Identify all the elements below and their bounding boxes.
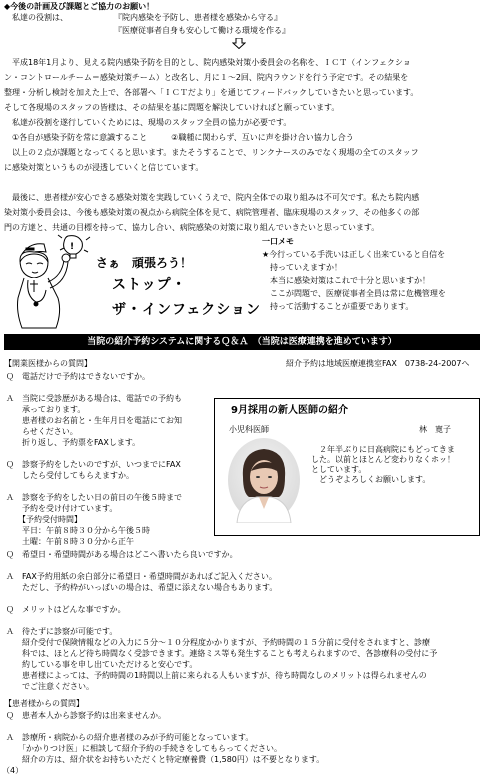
body-line: 門の方達と、共通の目標を持って、協力し合い、病院感染の対策に取り組んでいきたいと思っています。	[4, 223, 380, 232]
memo-block	[262, 235, 482, 313]
qa-line	[6, 593, 482, 604]
qa-line: Ｑ メリットはどんな事ですか。	[6, 605, 126, 614]
body-line: 以上の２点が課題となってくると思います。またそうすることで、リンクナースのみでなく現場の全てのスタッフ	[4, 148, 419, 157]
qa-line: 患者様によっては、予約時間の1時間以上前に来られる人もいますが、待ち時間なしのメリットは得られませんの	[6, 671, 427, 680]
qa-line	[6, 382, 212, 393]
qa-line	[6, 560, 482, 571]
doctor-message-line: ２年半ぶりに日高病院にもどってきま	[311, 445, 455, 454]
qa-line: Ａ 診療所・病院からの紹介患者様のみが予約可能となっています。	[6, 733, 254, 742]
memo-line: 本当に感染対策はこれで十分と思いますか！	[262, 276, 430, 285]
qa-line	[6, 615, 482, 626]
doctor-message-line: した。以前とほとんど変わりなくホッ！	[311, 455, 455, 464]
body-line	[4, 175, 480, 190]
qa-line: Ａ 当院に受診歴がある場合は、電話での予約も	[6, 394, 182, 403]
policy-statement-1: 『院内感染を予防し、患者様を感染から守る』	[114, 13, 282, 22]
slogan-line-3: ザ・インフェクション	[112, 302, 262, 318]
down-arrow-icon	[232, 38, 246, 49]
qa-line: Ｑ 希望日・希望時間がある場合はどこへ書いたら良いですか。	[6, 550, 238, 559]
body-line: ン・コントロールチーム＝感染対策チーム）と改名し、月に１～2回、院内ラウンドを行う予定です。その結果を	[4, 73, 409, 82]
qa-line: Ｑ 患者本人から診察予約は出来ませんか。	[6, 711, 166, 720]
doctor-box-title: 9月採用の新人医師の紹介	[231, 405, 348, 416]
qa-line: でご注意ください。	[6, 682, 94, 691]
svg-text:!: !	[70, 242, 75, 252]
body-paragraphs	[4, 55, 480, 235]
policy-statement-2: 『医療従事者自身も安心して働ける環境を作る』	[114, 26, 290, 35]
qa-line: らせください。	[6, 427, 78, 436]
doctor-message-line: どうぞよろしくお願いします。	[311, 475, 431, 484]
qa-line: Ａ 待たずに診察が可能です。	[6, 627, 118, 636]
body-line: 平成18年1月より、見える院内感染予防を目的とし、院内感染対策小委員会の名称を、ＩＣＴ（インフェクショ	[4, 58, 411, 67]
qa-line: 折り返し、予約票をFAXします。	[6, 438, 141, 447]
qa-left-column	[6, 371, 212, 547]
qa-line	[6, 721, 482, 732]
memo-line: 持って活動することが重要であります。	[262, 302, 414, 311]
qa-banner-text: 当院の紹介予約システムに関するＱ＆Ａ （当院は医療連携を進めています）	[87, 336, 397, 347]
qa-line: 予約を受け付けています。	[6, 504, 118, 513]
qa-full-width	[6, 549, 482, 692]
body-line: そして各現場のスタッフの皆様は、その結果を基に問題を解決していければと願っています。	[4, 103, 340, 112]
qa-line: Ｑ 診察予約をしたいのですが、いつまでにFAX	[6, 460, 181, 469]
qa-line: 土曜：午前８時３０分から正午	[6, 537, 134, 546]
qa-section-heading: 【患者様からの質問】	[4, 699, 84, 708]
memo-title: 一口メモ	[262, 237, 294, 246]
body-line: 最後に、患者様が安心できる感染対策を実践していくうえで、院内全体での取り組みは不可欠です。私たち院内感	[4, 193, 420, 202]
qa-line: 「かかりつけ医」に相談して紹介予約の手続きをしてもらってください。	[6, 744, 282, 753]
qa-section-heading: 【開業医様からの質問】	[4, 359, 92, 368]
page-number: （4）	[2, 766, 24, 775]
slogan-line-2: ストップ・	[112, 277, 187, 293]
qa-line: Ａ 診察を予約をしたい日の前日の午後５時まで	[6, 493, 182, 502]
qa-line: 患者様のお名前と・生年月日を電話にてお知	[6, 416, 182, 425]
body-line: 染対策小委員会は、今後も感染対策の視点から病院全体を見て、病院管理者、臨床現場のスタッフ、その他多くの部	[4, 208, 420, 217]
body-line: 整理・分析し検討を加えた上で、各部署へ「ＩＣＴだより」を通じてフィードバックしていきたいと思っています。	[4, 88, 419, 97]
qa-line: 承っております。	[6, 405, 86, 414]
section-title: ◆今後の計画及び課題とご協力のお願い！	[4, 2, 155, 11]
doctor-name: 林 寛子	[419, 425, 451, 434]
qa-patient-questions	[6, 710, 482, 765]
body-line: ①各自が感染予防を常に意識すること ②職種に関わらず、互いに声を掛け合い協力し合う	[4, 133, 354, 142]
qa-line: Ａ FAX予約用紙の余白部分に希望日・希望時間があればご記入ください。	[6, 572, 277, 581]
qa-line: 平日：午前８時３０分から午後５時	[6, 526, 150, 535]
memo-line: 持っていえますか！	[262, 263, 342, 272]
memo-line: ★今行っている手洗いは正しく出来ていると自信を	[262, 250, 446, 259]
qa-line: したら受付してもらえますか。	[6, 471, 134, 480]
qa-line: 【予約受付時間】	[6, 515, 82, 524]
fax-note: 紹介予約は地域医療連携室FAX 0738-24-2007へ	[286, 359, 470, 368]
body-line: 私達が役割を遂行していくためには、現場のスタッフ全員の協力が必要です。	[4, 118, 292, 127]
doctor-message	[311, 445, 477, 485]
new-doctor-box	[214, 398, 480, 536]
qa-line: ただし、予約枠がいっぱいの場合は、希望に添えない場合もあります。	[6, 583, 278, 592]
qa-line: Ｑ 電話だけで予約はできないですか。	[6, 372, 150, 381]
qa-line: 紹介の方は、紹介状をお持ちいただくと特定療養費（1,580円）は不要となります。	[6, 755, 325, 764]
qa-line	[6, 481, 212, 492]
doctor-message-line: としています。	[311, 465, 367, 474]
memo-line: ここが問題で、医療従事者全員は常に危機管理を	[262, 289, 446, 298]
nurse-illustration	[4, 232, 94, 332]
policy-label: 私達の役割は、	[12, 13, 68, 22]
slogan-line-1: さぁ 頑張ろう！	[96, 256, 193, 270]
qa-line: 科では、ほとんど待ち時間なく受診できます。連絡ミス等も発生することも考えられますので、各診療科の受付に予	[6, 649, 438, 658]
doctor-photo	[227, 437, 301, 523]
body-line: に感染対策というものが浸透していくと信じています。	[4, 163, 204, 172]
qa-banner	[4, 334, 480, 350]
doctor-department: 小児科医師	[229, 425, 269, 434]
qa-line: 紹介受付で保険情報などの入力に５分～１０分程度かかりますが、予約時間の１５分前に受付をされますと、診療	[6, 638, 430, 647]
qa-line	[6, 448, 212, 459]
qa-line: 約している事を申し出ていただけると安心です。	[6, 660, 198, 669]
